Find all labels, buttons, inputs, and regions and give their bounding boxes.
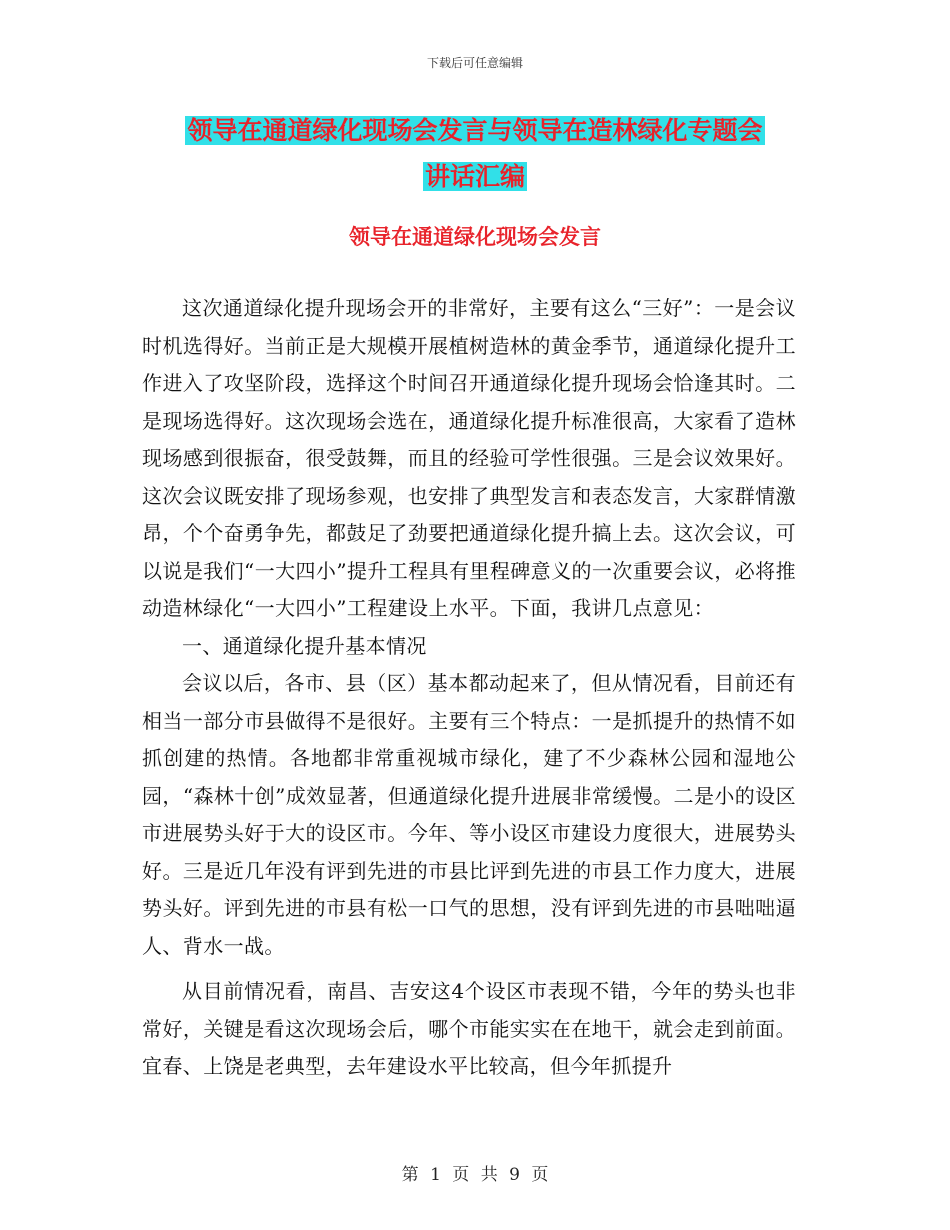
page-number-footer: 第 1 页 共 9 页 bbox=[401, 1165, 549, 1185]
paragraph-current-status: 从目前情况看，南昌、吉安这4个设区市表现不错，今年的势头也非常好，关键是看这次现场会后，哪个市能实实在在地干，就会走到前面。宜春、上饶是老典型，去年建设水平比较高，但今年抓提升 bbox=[142, 979, 796, 1078]
main-title-line-2: 讲话汇编 bbox=[424, 162, 525, 191]
paragraph-intro: 这次通道绿化提升现场会开的非常好，主要有这么“三好”：一是会议时机选得好。当前正是大规模开展植树造林的黄金季节，通道绿化提升工作进入了攻坚阶段，选择这个时间召开通道绿化提升现场会恰逢其时。二是现场选得好。这次现场会选在，通道绿化提升标准很高，大家看了造林现场感到很振奋，很受鼓舞，而且的经验可学性很强。三是会议效果好。这次会议既安排了现场参观，也安排了典型发言和表态发言，大家群情激昂，个个奋勇争先，都鼓足了劲要把通道绿化提升搞上去。这次会议，可以说是我们“一大四小”提升工程具有里程碑意义的一次重要会议，必将推动造林绿化“一大四小”工程建设上水平。下面，我讲几点意见： bbox=[142, 296, 796, 620]
document-body bbox=[142, 290, 796, 1086]
main-title-line-1: 领导在通道绿化现场会发言与领导在造林绿化专题会 bbox=[187, 116, 763, 145]
section-title: 领导在通道绿化现场会发言 bbox=[349, 225, 601, 249]
paragraph-heading-1: 一、通道绿化提升基本情况 bbox=[182, 633, 427, 658]
header-note: 下载后可任意编辑 bbox=[426, 56, 523, 70]
paragraph-situation: 会议以后，各市、县（区）基本都动起来了，但从情况看，目前还有相当一部分市县做得不是很好。主要有三个特点：一是抓提升的热情不如抓创建的热情。各地都非常重视城市绿化，建了不少森林公园和湿地公园，“森林十创”成效显著，但通道绿化提升进展非常缓慢。二是小的设区市进展势头好于大的设区市。今年、等小设区市建设力度很大，进展势头好。三是近几年没有评到先进的市县比评到先进的市县工作力度大，进展势头好。评到先进的市县有松一口气的思想，没有评到先进的市县咄咄逼人、背水一战。 bbox=[142, 671, 796, 958]
document-main-title bbox=[140, 108, 810, 200]
